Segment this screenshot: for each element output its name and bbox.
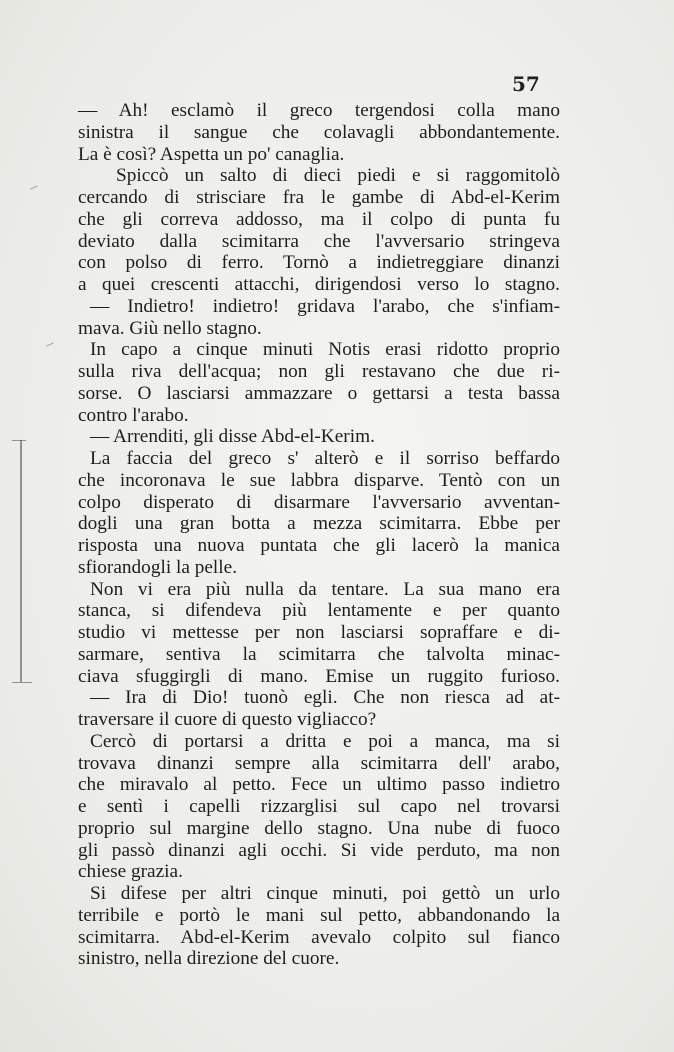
text-line: sfiorandogli la pelle. — [78, 556, 238, 578]
text-line: In capo a cinque minuti Notis erasi ridotto proprio — [90, 339, 560, 361]
text-line: sorse. O lasciarsi ammazzare o gettarsi a testa bassa — [78, 382, 560, 404]
binding-line-foot — [12, 682, 32, 683]
text-line: che incoronava le sue labbra disparve. Tentò con un — [78, 469, 560, 491]
margin-mark-mid — [46, 342, 54, 346]
text-line: stanca, si difendeva più lentamente e per quanto — [78, 600, 560, 622]
text-line: a quei crescenti attacchi, dirigendosi verso lo stagno. — [78, 274, 560, 295]
binding-line — [20, 440, 22, 682]
body-text — [78, 100, 560, 970]
text-line: Non vi era più nulla da tentare. La sua mano era — [90, 578, 560, 600]
text-line: cercando di strisciare fra le gambe di Abd-el-Kerim — [78, 187, 560, 208]
text-line: Si difese per altri cinque minuti, poi gettò un urlo — [90, 883, 560, 904]
text-line: Cercò di portarsi a dritta e poi a manca, ma si — [90, 730, 560, 752]
text-line: La è così? Aspetta un po' canaglia. — [78, 143, 345, 165]
text-line: che miravalo al petto. Fece un ultimo passo indietro — [78, 774, 560, 796]
page-number: 57 — [512, 72, 540, 96]
text-line: proprio sul margine dello stagno. Una nube di fuoco — [78, 817, 560, 839]
text-line: ciava sfuggirgli di mano. Emise un ruggito furioso. — [78, 665, 560, 687]
text-line: deviato dalla scimitarra che l'avversario stringeva — [78, 230, 560, 252]
text-line: che gli correva addosso, ma il colpo di punta fu — [78, 208, 560, 230]
text-line: sulla riva dell'acqua; non gli restavano che due ri- — [78, 361, 560, 382]
text-line: colpo disperato di disarmare l'avversario avventan- — [78, 491, 560, 513]
text-line: mava. Giù nello stagno. — [78, 317, 262, 339]
binding-line-inner — [12, 440, 26, 441]
text-line: risposta una nuova puntata che gli lacerò la manica — [78, 535, 560, 556]
text-line: sinistra il sangue che colavagli abbondantemente. — [78, 121, 560, 143]
text-line: e sentì i capelli rizzarglisi sul capo nel trovarsi — [78, 796, 560, 817]
text-line: trovava dinanzi sempre alla scimitarra dell' arabo, — [78, 752, 560, 774]
text-line: Spiccò un salto di dieci piedi e si raggomitolò — [116, 165, 560, 187]
text-line: contro l'arabo. — [78, 404, 189, 426]
text-line: studio vi mettesse per non lasciarsi sopraffare e di- — [78, 622, 560, 643]
text-line: La faccia del greco s' alterò e il sorriso beffardo — [90, 448, 560, 469]
text-line: terribile e portò le mani sul petto, abbandonando la — [78, 904, 560, 926]
text-line: sinistro, nella direzione del cuore. — [78, 948, 340, 970]
text-line: con polso di ferro. Tornò a indietreggiare dinanzi — [78, 252, 560, 274]
text-line: — Indietro! indietro! gridava l'arabo, che s'infiam- — [90, 295, 560, 317]
text-line: dogli una gran botta a mezza scimitarra. Ebbe per — [78, 513, 560, 535]
text-line: scimitarra. Abd-el-Kerim avevalo colpito sul fianco — [78, 926, 560, 948]
text-line: sarmare, sentiva la scimitarra che talvolta minac- — [78, 643, 560, 665]
margin-mark-top — [30, 185, 38, 189]
text-line: chiese grazia. — [78, 861, 183, 883]
text-line: — Ah! esclamò il greco tergendosi colla mano — [78, 100, 560, 121]
text-line: gli passò dinanzi agli occhi. Si vide perduto, ma non — [78, 839, 560, 861]
text-line: — Arrenditi, gli disse Abd-el-Kerim. — [90, 426, 375, 448]
text-line: traversare il cuore di questo vigliacco? — [78, 709, 377, 730]
text-line: — Ira di Dio! tuonò egli. Che non riesca ad at- — [90, 687, 560, 709]
